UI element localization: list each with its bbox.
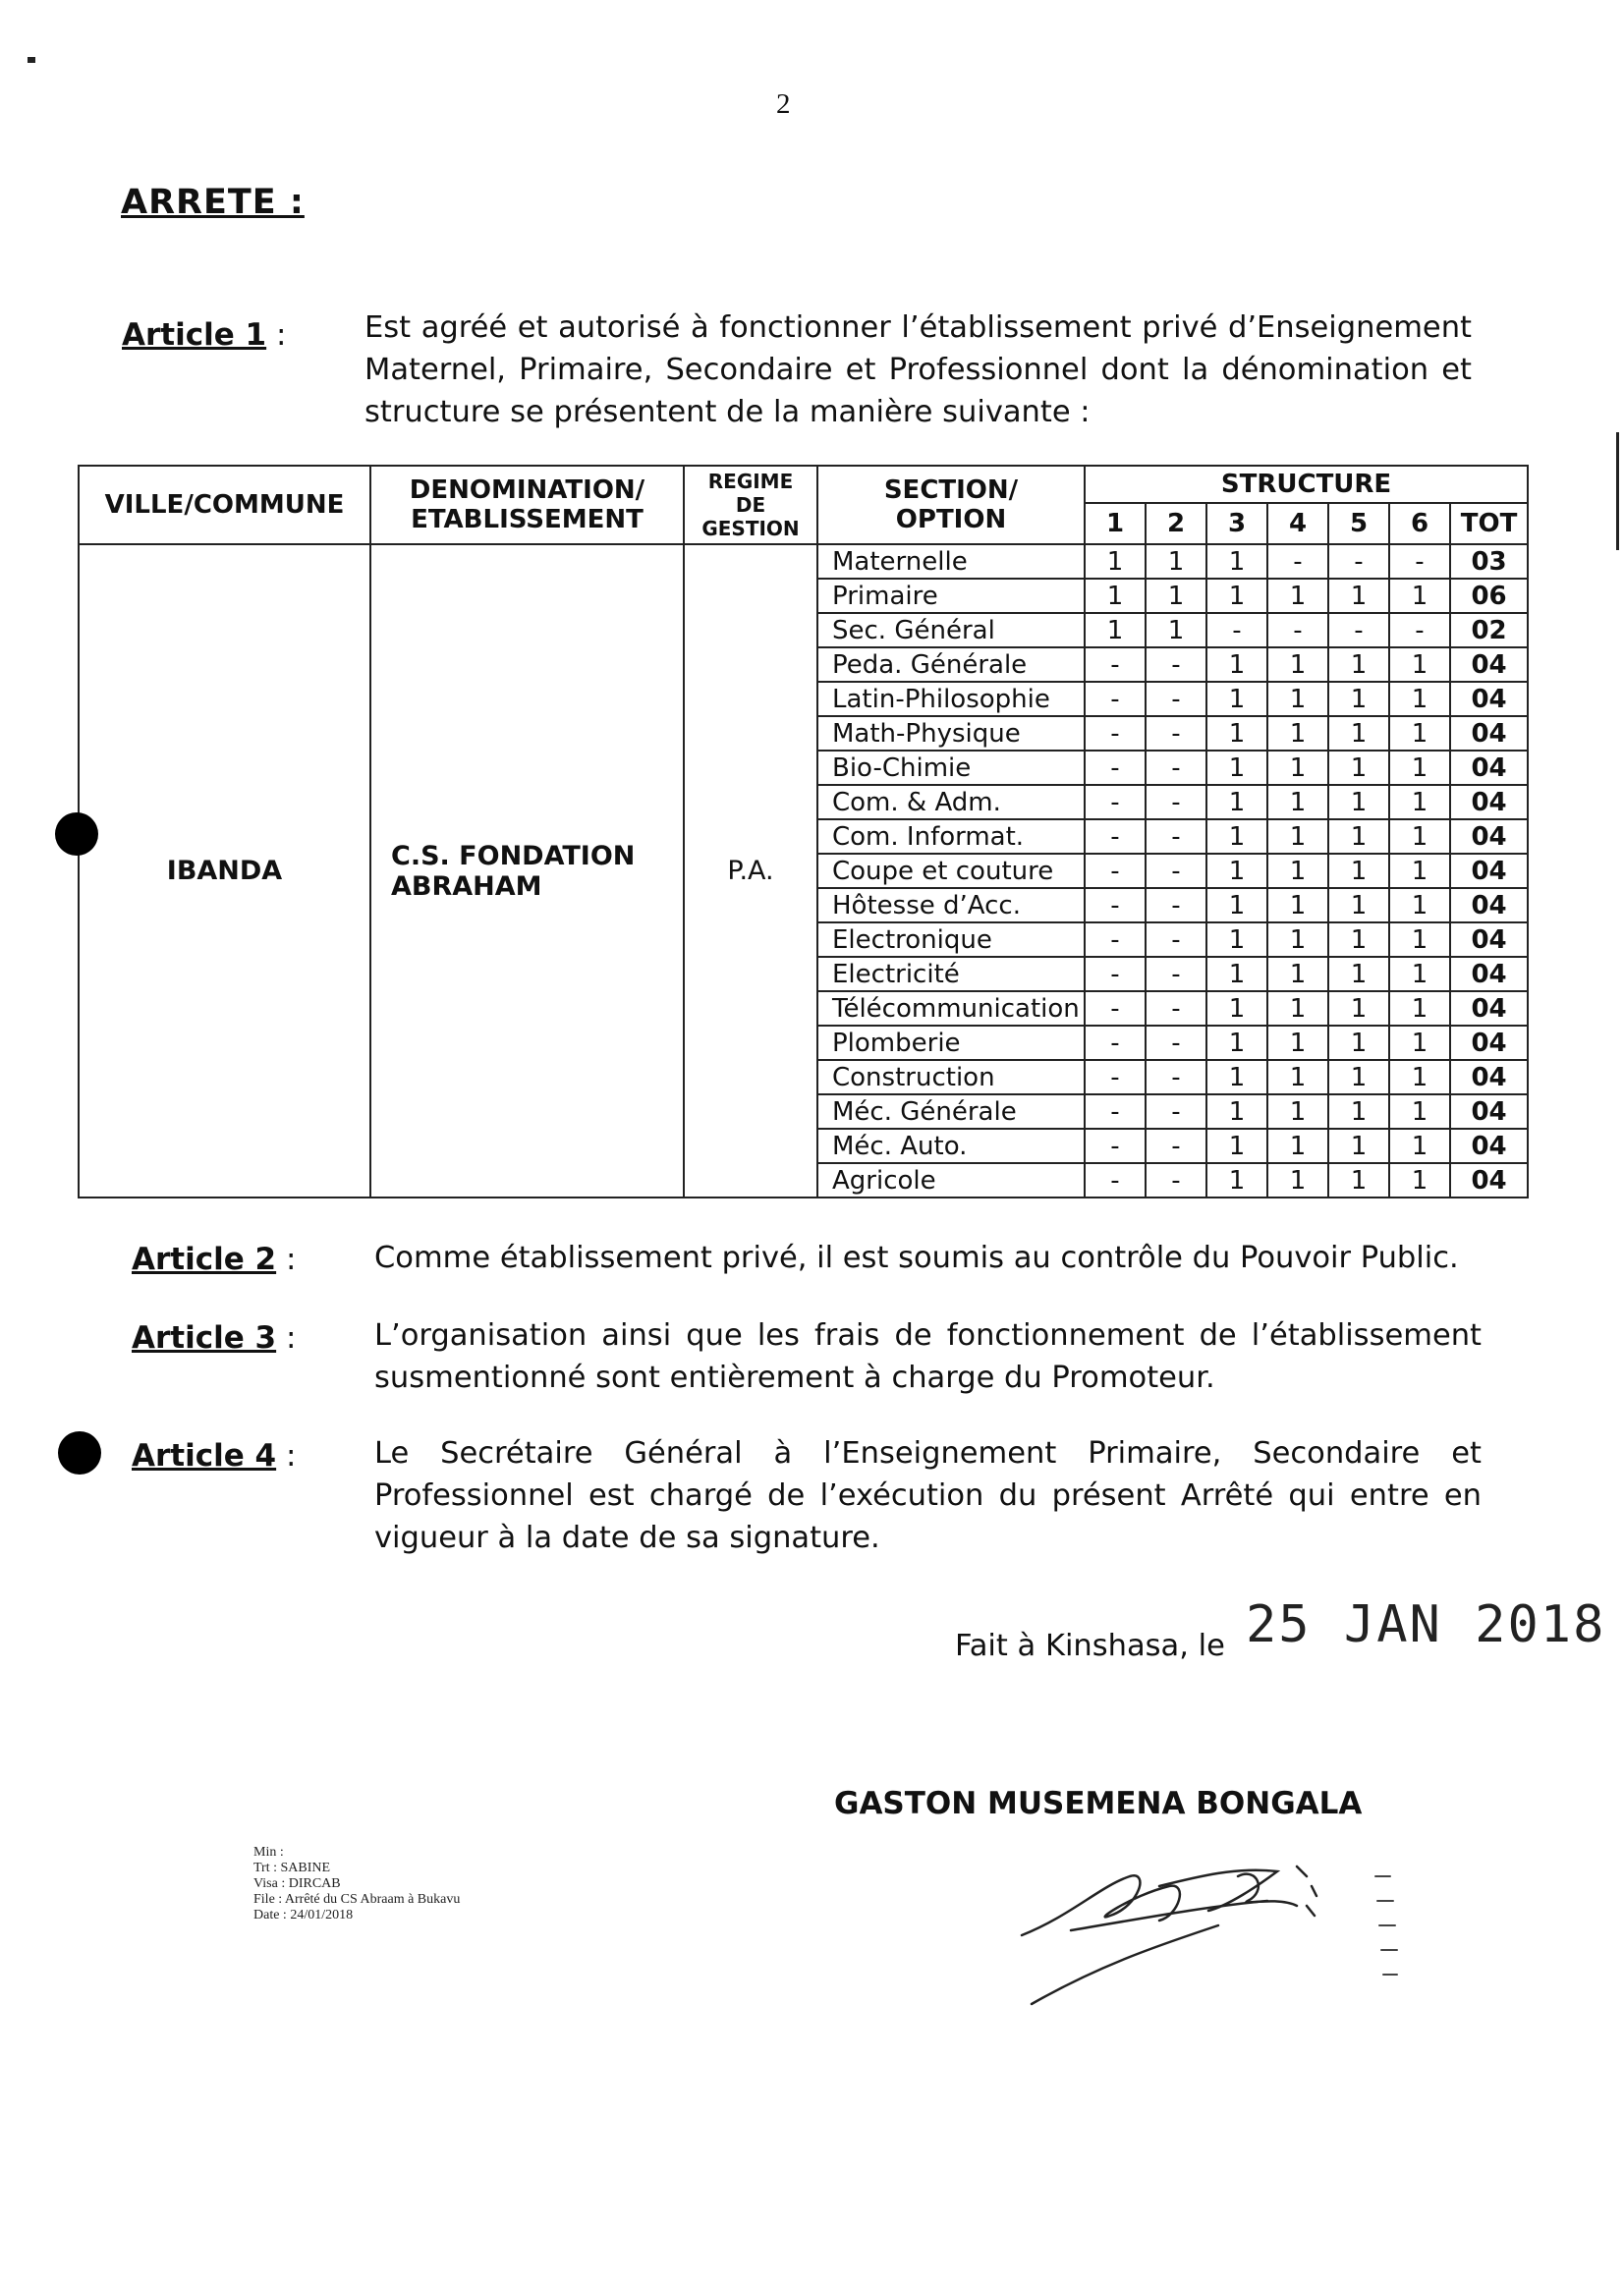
structure-col-header: 1 <box>1085 503 1146 544</box>
hole-punch-mark <box>55 812 98 856</box>
cell-structure-6: 1 <box>1389 579 1450 613</box>
structure-col-header: TOT <box>1450 503 1528 544</box>
cell-structure-2: - <box>1146 1026 1206 1060</box>
header-denomination-line1: DENOMINATION/ <box>409 475 645 505</box>
article-1-label <box>122 317 286 353</box>
cell-structure-4: 1 <box>1267 854 1328 888</box>
cell-section: Peda. Générale <box>817 647 1085 682</box>
cell-structure-4: 1 <box>1267 957 1328 991</box>
cell-structure-1: - <box>1085 1060 1146 1094</box>
cell-structure-6: 1 <box>1389 785 1450 819</box>
cell-structure-6: 1 <box>1389 991 1450 1026</box>
cell-regime: P.A. <box>684 544 817 1198</box>
cell-total: 04 <box>1450 1163 1528 1198</box>
cell-structure-1: 1 <box>1085 613 1146 647</box>
header-denomination <box>370 466 684 544</box>
article-label-text: Article 3 <box>132 1320 277 1356</box>
cell-structure-6: 1 <box>1389 1026 1450 1060</box>
cell-structure-3: 1 <box>1206 647 1267 682</box>
cell-structure-5: 1 <box>1328 1026 1389 1060</box>
meta-line: Trt : SABINE <box>253 1861 331 1875</box>
cell-structure-3: 1 <box>1206 819 1267 854</box>
cell-total: 04 <box>1450 1094 1528 1129</box>
cell-total: 04 <box>1450 1129 1528 1163</box>
article-label-colon: : <box>276 1320 297 1356</box>
cell-structure-5: 1 <box>1328 957 1389 991</box>
cell-structure-3: 1 <box>1206 922 1267 957</box>
cell-structure-2: - <box>1146 854 1206 888</box>
cell-structure-3: 1 <box>1206 682 1267 716</box>
cell-structure-6: 1 <box>1389 1060 1450 1094</box>
cell-total: 04 <box>1450 682 1528 716</box>
denomination-line2: ABRAHAM <box>391 870 542 902</box>
header-section-line1: SECTION/ <box>883 475 1019 505</box>
cell-total: 04 <box>1450 957 1528 991</box>
cell-structure-6: 1 <box>1389 922 1450 957</box>
cell-structure-4: 1 <box>1267 682 1328 716</box>
cell-structure-3: 1 <box>1206 854 1267 888</box>
cell-structure-5: 1 <box>1328 579 1389 613</box>
cell-structure-1: - <box>1085 1163 1146 1198</box>
cell-total: 04 <box>1450 785 1528 819</box>
scan-speck <box>28 57 35 63</box>
cell-structure-1: - <box>1085 991 1146 1026</box>
cell-structure-4: 1 <box>1267 888 1328 922</box>
cell-structure-6: 1 <box>1389 819 1450 854</box>
meta-line: Date : 24/01/2018 <box>253 1908 354 1922</box>
cell-section: Agricole <box>817 1163 1085 1198</box>
cell-section: Electricité <box>817 957 1085 991</box>
cell-structure-5: 1 <box>1328 888 1389 922</box>
cell-structure-5: 1 <box>1328 991 1389 1026</box>
cell-section: Electronique <box>817 922 1085 957</box>
cell-section: Com. & Adm. <box>817 785 1085 819</box>
article-4-text: Le Secrétaire Général à l’Enseignement Primaire, Secondaire et Professionnel est chargé de l’exécution du présent Arrêté qui entre en vigueur à la date de sa signature. <box>374 1436 1482 1555</box>
cell-structure-2: 1 <box>1146 544 1206 579</box>
cell-total: 04 <box>1450 716 1528 751</box>
cell-total: 03 <box>1450 544 1528 579</box>
cell-structure-2: - <box>1146 1129 1206 1163</box>
cell-structure-6: - <box>1389 613 1450 647</box>
header-section <box>817 466 1085 544</box>
cell-structure-2: 1 <box>1146 579 1206 613</box>
cell-structure-1: - <box>1085 682 1146 716</box>
structure-col-header: 3 <box>1206 503 1267 544</box>
cell-structure-6: 1 <box>1389 647 1450 682</box>
header-ville: VILLE/COMMUNE <box>79 466 370 544</box>
meta-line: File : Arrêté du CS Abraam à Bukavu <box>253 1892 461 1907</box>
cell-structure-4: 1 <box>1267 716 1328 751</box>
cell-section: Primaire <box>817 579 1085 613</box>
cell-total: 02 <box>1450 613 1528 647</box>
denomination-line1: C.S. FONDATION <box>391 840 636 871</box>
cell-structure-6: - <box>1389 544 1450 579</box>
date-stamp: 25 JAN 2018 <box>1246 1595 1606 1654</box>
cell-structure-2: - <box>1146 888 1206 922</box>
cell-structure-2: - <box>1146 785 1206 819</box>
article-label-text: Article 2 <box>132 1242 277 1277</box>
cell-structure-6: 1 <box>1389 682 1450 716</box>
cell-structure-6: 1 <box>1389 957 1450 991</box>
cell-structure-2: - <box>1146 682 1206 716</box>
cell-structure-3: 1 <box>1206 544 1267 579</box>
cell-structure-5: 1 <box>1328 1094 1389 1129</box>
article-4-label <box>132 1438 296 1474</box>
cell-structure-3: 1 <box>1206 1026 1267 1060</box>
article-label-colon: : <box>276 1242 297 1277</box>
meta-line: Visa : DIRCAB <box>253 1876 341 1891</box>
article-3-text: L’organisation ainsi que les frais de fonctionnement de l’établissement susmentionné sont entièrement à charge du Promoteur. <box>374 1318 1482 1395</box>
structure-col-header: 4 <box>1267 503 1328 544</box>
document-title: ARRETE : <box>121 183 305 222</box>
cell-structure-2: - <box>1146 819 1206 854</box>
cell-section: Sec. Général <box>817 613 1085 647</box>
article-2-label <box>132 1242 296 1277</box>
place-date-prefix: Fait à Kinshasa, le <box>955 1629 1225 1663</box>
article-2-text: Comme établissement privé, il est soumis au contrôle du Pouvoir Public. <box>374 1241 1459 1275</box>
cell-structure-1: - <box>1085 785 1146 819</box>
article-label-colon: : <box>266 317 287 353</box>
cell-structure-2: - <box>1146 647 1206 682</box>
scan-edge-mark <box>1616 432 1619 550</box>
cell-structure-1: - <box>1085 1026 1146 1060</box>
cell-section: Maternelle <box>817 544 1085 579</box>
structure-table <box>78 465 1529 1198</box>
cell-structure-6: 1 <box>1389 1129 1450 1163</box>
cell-structure-6: 1 <box>1389 716 1450 751</box>
cell-structure-6: 1 <box>1389 854 1450 888</box>
page-number: 2 <box>776 88 791 120</box>
cell-structure-5: 1 <box>1328 1060 1389 1094</box>
cell-structure-6: 1 <box>1389 888 1450 922</box>
structure-col-header: 2 <box>1146 503 1206 544</box>
article-3-label <box>132 1320 296 1356</box>
header-regime-line1: REGIME <box>707 470 794 493</box>
cell-section: Math-Physique <box>817 716 1085 751</box>
cell-structure-2: - <box>1146 716 1206 751</box>
cell-total: 04 <box>1450 751 1528 785</box>
cell-structure-5: 1 <box>1328 682 1389 716</box>
cell-structure-4: 1 <box>1267 1129 1328 1163</box>
cell-section: Méc. Auto. <box>817 1129 1085 1163</box>
cell-structure-3: 1 <box>1206 579 1267 613</box>
header-regime-line2: DE <box>735 493 766 517</box>
cell-structure-5: 1 <box>1328 854 1389 888</box>
cell-structure-3: 1 <box>1206 1094 1267 1129</box>
cell-structure-5: 1 <box>1328 751 1389 785</box>
cell-structure-1: - <box>1085 819 1146 854</box>
cell-structure-5: 1 <box>1328 1163 1389 1198</box>
cell-structure-6: 1 <box>1389 751 1450 785</box>
article-label-text: Article 4 <box>132 1438 277 1474</box>
cell-structure-1: - <box>1085 854 1146 888</box>
cell-structure-2: - <box>1146 922 1206 957</box>
cell-structure-1: - <box>1085 888 1146 922</box>
cell-total: 04 <box>1450 819 1528 854</box>
cell-structure-4: - <box>1267 544 1328 579</box>
cell-structure-4: 1 <box>1267 751 1328 785</box>
cell-section: Plomberie <box>817 1026 1085 1060</box>
cell-structure-6: 1 <box>1389 1163 1450 1198</box>
cell-section: Com. Informat. <box>817 819 1085 854</box>
header-regime <box>684 466 817 544</box>
signer-name: GASTON MUSEMENA BONGALA <box>834 1786 1363 1821</box>
cell-structure-3: 1 <box>1206 785 1267 819</box>
cell-structure-5: - <box>1328 613 1389 647</box>
cell-structure-5: 1 <box>1328 1129 1389 1163</box>
cell-structure-5: 1 <box>1328 647 1389 682</box>
cell-structure-1: - <box>1085 751 1146 785</box>
cell-structure-1: - <box>1085 1094 1146 1129</box>
cell-section: Méc. Générale <box>817 1094 1085 1129</box>
cell-total: 06 <box>1450 579 1528 613</box>
structure-col-header: 5 <box>1328 503 1389 544</box>
header-regime-line3: GESTION <box>701 517 800 540</box>
cell-structure-1: - <box>1085 957 1146 991</box>
cell-structure-5: 1 <box>1328 922 1389 957</box>
cell-structure-4: - <box>1267 613 1328 647</box>
header-denomination-line2: ETABLISSEMENT <box>411 505 644 534</box>
cell-structure-3: 1 <box>1206 751 1267 785</box>
cell-structure-4: 1 <box>1267 1060 1328 1094</box>
cell-total: 04 <box>1450 1026 1528 1060</box>
cell-structure-3: 1 <box>1206 991 1267 1026</box>
structure-col-header: 6 <box>1389 503 1450 544</box>
cell-structure-2: - <box>1146 751 1206 785</box>
cell-structure-5: 1 <box>1328 785 1389 819</box>
cell-section: Construction <box>817 1060 1085 1094</box>
handwritten-signature <box>1012 1847 1425 2014</box>
cell-denomination <box>370 544 684 1198</box>
cell-structure-3: 1 <box>1206 1129 1267 1163</box>
cell-total: 04 <box>1450 1060 1528 1094</box>
cell-structure-1: - <box>1085 1129 1146 1163</box>
cell-structure-2: - <box>1146 1094 1206 1129</box>
table-row <box>79 544 1528 579</box>
hole-punch-mark <box>58 1431 101 1475</box>
cell-structure-1: - <box>1085 922 1146 957</box>
cell-structure-2: - <box>1146 991 1206 1026</box>
cell-structure-4: 1 <box>1267 647 1328 682</box>
cell-structure-1: - <box>1085 716 1146 751</box>
cell-structure-4: 1 <box>1267 579 1328 613</box>
cell-structure-4: 1 <box>1267 1026 1328 1060</box>
routing-meta-block <box>253 1845 460 1923</box>
cell-structure-5: - <box>1328 544 1389 579</box>
cell-section: Hôtesse d’Acc. <box>817 888 1085 922</box>
cell-structure-3: 1 <box>1206 716 1267 751</box>
article-1-text: Est agréé et autorisé à fonctionner l’établissement privé d’Enseignement Maternel, Primaire, Secondaire et Professionnel dont la dénomination et structure se présentent de la manière suivante : <box>364 310 1472 429</box>
article-label-colon: : <box>276 1438 297 1474</box>
cell-structure-5: 1 <box>1328 716 1389 751</box>
header-structure: STRUCTURE <box>1085 466 1528 503</box>
cell-section: Latin-Philosophie <box>817 682 1085 716</box>
cell-structure-3: 1 <box>1206 888 1267 922</box>
cell-structure-4: 1 <box>1267 1094 1328 1129</box>
cell-total: 04 <box>1450 888 1528 922</box>
cell-structure-4: 1 <box>1267 1163 1328 1198</box>
meta-line: Min : <box>253 1845 284 1860</box>
cell-structure-2: - <box>1146 957 1206 991</box>
cell-ville: IBANDA <box>79 544 370 1198</box>
cell-structure-4: 1 <box>1267 819 1328 854</box>
cell-section: Bio-Chimie <box>817 751 1085 785</box>
header-section-line2: OPTION <box>895 505 1007 534</box>
cell-structure-5: 1 <box>1328 819 1389 854</box>
cell-structure-1: 1 <box>1085 579 1146 613</box>
cell-structure-3: 1 <box>1206 1163 1267 1198</box>
cell-total: 04 <box>1450 991 1528 1026</box>
cell-structure-4: 1 <box>1267 991 1328 1026</box>
article-label-text: Article 1 <box>122 317 267 353</box>
cell-section: Télécommunication <box>817 991 1085 1026</box>
cell-structure-2: 1 <box>1146 613 1206 647</box>
cell-structure-4: 1 <box>1267 922 1328 957</box>
cell-total: 04 <box>1450 854 1528 888</box>
cell-structure-4: 1 <box>1267 785 1328 819</box>
cell-structure-2: - <box>1146 1060 1206 1094</box>
cell-structure-3: - <box>1206 613 1267 647</box>
cell-structure-1: - <box>1085 647 1146 682</box>
cell-section: Coupe et couture <box>817 854 1085 888</box>
cell-structure-2: - <box>1146 1163 1206 1198</box>
cell-structure-1: 1 <box>1085 544 1146 579</box>
cell-total: 04 <box>1450 647 1528 682</box>
cell-structure-3: 1 <box>1206 957 1267 991</box>
cell-total: 04 <box>1450 922 1528 957</box>
cell-structure-3: 1 <box>1206 1060 1267 1094</box>
cell-structure-6: 1 <box>1389 1094 1450 1129</box>
